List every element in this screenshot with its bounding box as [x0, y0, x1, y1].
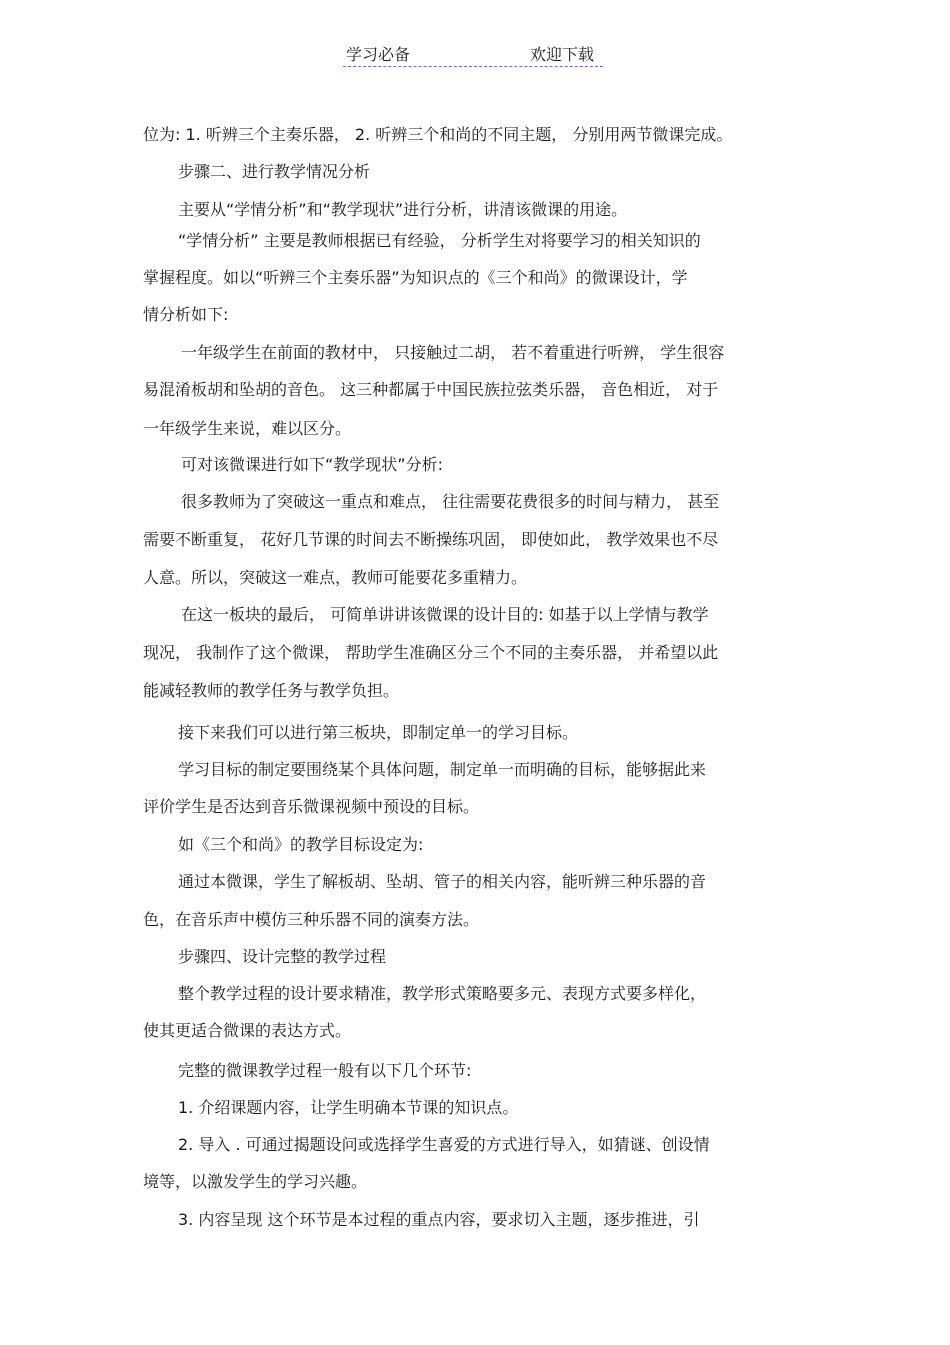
paragraph-line: 人意。所以，突破这一难点，教师可能要花多重精力。	[143, 568, 528, 587]
paragraph-line: 学习目标的制定要围绕某个具体问题，制定单一而明确的目标，能够据此来	[178, 760, 707, 779]
paragraph-line: 接下来我们可以进行第三板块，即制定单一的学习目标。	[178, 723, 579, 742]
header-left-text: 学习必备	[346, 45, 411, 64]
list-item: 1. 介绍课题内容，让学生明确本节课的知识点。	[178, 1098, 519, 1117]
list-item: 3. 内容呈现 这个环节是本过程的重点内容，要求切入主题，逐步推进，引	[178, 1210, 700, 1229]
paragraph-line: 能减轻教师的教学任务与教学负担。	[143, 681, 400, 700]
section-heading: 步骤二、进行教学情况分析	[178, 162, 371, 181]
section-heading: 步骤四、设计完整的教学过程	[178, 947, 387, 966]
paragraph-line: 使其更适合微课的表达方式。	[143, 1021, 352, 1040]
paragraph-line: 很多教师为了突破这一重点和难点， 往往需要花费很多的时间与精力， 甚至	[181, 492, 720, 511]
paragraph-line: 境等，以激发学生的学习兴趣。	[143, 1172, 368, 1191]
paragraph-line: 色，在音乐声中模仿三种乐器不同的演奏方法。	[143, 910, 480, 929]
paragraph-line: 如《三个和尚》的教学目标设定为:	[178, 835, 424, 854]
paragraph-line: 一年级学生来说，难以区分。	[143, 419, 352, 438]
header-right-text: 欢迎下载	[530, 45, 595, 64]
paragraph-line: 掌握程度。如以“听辨三个主奏乐器”为知识点的《三个和尚》的微课设计，学	[143, 268, 688, 287]
paragraph-line: “学情分析” 主要是教师根据已有经验， 分析学生对将要学习的相关知识的	[178, 231, 701, 250]
list-item: 2. 导入 . 可通过揭题设问或选择学生喜爱的方式进行导入，如猜谜、创设情	[178, 1135, 710, 1154]
paragraph-line: 易混淆板胡和坠胡的音色。 这三种都属于中国民族拉弦类乐器， 音色相近， 对于	[143, 380, 719, 399]
paragraph-line: 完整的微课教学过程一般有以下几个环节:	[178, 1061, 472, 1080]
paragraph-line: 位为: 1. 听辨三个主奏乐器， 2. 听辨三个和尚的不同主题， 分别用两节微课完成。	[143, 125, 733, 144]
paragraph-line: 整个教学过程的设计要求精准，教学形式策略要多元、表现方式要多样化，	[178, 984, 707, 1003]
paragraph-line: 现况， 我制作了这个微课， 帮助学生准确区分三个不同的主奏乐器， 并希望以此	[143, 643, 719, 662]
paragraph-line: 在这一板块的最后， 可简单讲讲该微课的设计目的: 如基于以上学情与教学	[181, 605, 709, 624]
paragraph-line: 通过本微课，学生了解板胡、坠胡、管子的相关内容，能听辨三种乐器的音	[178, 872, 707, 891]
paragraph-line: 主要从“学情分析”和“教学现状”进行分析，讲清该微课的用途。	[178, 200, 628, 219]
paragraph-line: 一年级学生在前面的教材中， 只接触过二胡， 若不着重进行听辨， 学生很容	[181, 343, 725, 362]
paragraph-line: 评价学生是否达到音乐微课视频中预设的目标。	[143, 797, 480, 816]
paragraph-line: 可对该微课进行如下“教学现状”分析:	[181, 455, 443, 474]
paragraph-line: 情分析如下:	[143, 305, 229, 324]
paragraph-line: 需要不断重复， 花好几节课的时间去不断操练巩固， 即使如此， 教学效果也不尽	[143, 530, 719, 549]
